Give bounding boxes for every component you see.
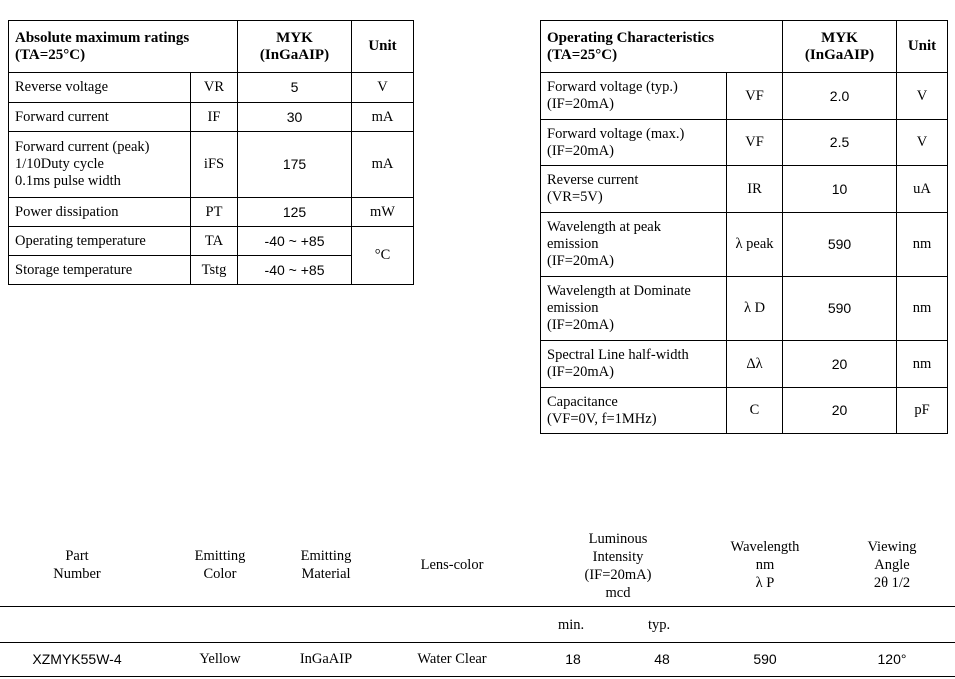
intensity-typ-cell: 48 xyxy=(654,651,670,667)
value: -40 ~ +85 xyxy=(238,227,352,256)
header-line: Lens-color xyxy=(420,557,484,573)
param-line: (IF=20mA) xyxy=(547,96,614,112)
symbol: iFS xyxy=(191,132,238,198)
table-row xyxy=(541,213,948,277)
value: -40 ~ +85 xyxy=(238,256,352,285)
lens-color-cell: Water Clear xyxy=(417,651,487,667)
symbol: TA xyxy=(191,227,238,256)
header-line: 2θ 1/2 xyxy=(873,575,911,591)
param-label: Reverse voltage xyxy=(9,73,191,103)
unit: nm xyxy=(897,277,948,341)
param-line: emission xyxy=(547,236,599,252)
header-line: Color xyxy=(203,566,237,582)
table-row xyxy=(9,198,414,227)
unit: uA xyxy=(897,166,948,213)
param-line: (VF=0V, f=1MHz) xyxy=(547,410,657,427)
symbol: IR xyxy=(727,166,783,213)
unit: nm xyxy=(897,213,948,277)
divider xyxy=(0,676,955,677)
symbol: λ peak xyxy=(727,213,783,277)
param-label xyxy=(541,277,727,341)
operating-characteristics-table xyxy=(540,20,948,434)
param-line: (IF=20mA) xyxy=(547,142,614,159)
param-line: (IF=20mA) xyxy=(547,364,614,380)
unit: V xyxy=(352,73,414,103)
param-line: Capacitance xyxy=(547,393,618,410)
param-line: (IF=20mA) xyxy=(547,253,614,269)
viewing-angle-cell: 120° xyxy=(877,651,907,667)
value: 175 xyxy=(238,132,352,198)
header-wavelength xyxy=(715,538,815,592)
value: 2.5 xyxy=(783,120,897,166)
table-row xyxy=(9,227,414,256)
op-product-header xyxy=(783,21,897,73)
param-label xyxy=(541,120,727,166)
symbol: C xyxy=(727,388,783,434)
param-line: Forward voltage (max.) xyxy=(547,125,685,142)
abs-product-line2: (InGaAIP) xyxy=(259,46,330,63)
table-row xyxy=(9,73,414,103)
abs-product-header xyxy=(238,21,352,73)
param-label: Storage temperature xyxy=(9,256,191,285)
unit: mW xyxy=(352,198,414,227)
sub-header-min: min. xyxy=(558,617,585,633)
op-product-line2: (InGaAIP) xyxy=(804,46,875,63)
value: 10 xyxy=(783,166,897,213)
header-lens-color xyxy=(402,556,502,574)
table-row xyxy=(541,341,948,388)
header-line: mcd xyxy=(605,585,631,601)
header-viewing-angle xyxy=(842,538,942,592)
param-line: emission xyxy=(547,300,599,316)
param-label xyxy=(541,166,727,213)
param-line: Wavelength at peak xyxy=(547,219,661,235)
wavelength-cell: 590 xyxy=(753,651,777,667)
header-line: Angle xyxy=(874,557,910,573)
unit: mA xyxy=(352,132,414,198)
abs-title-line2: (TA=25°C) xyxy=(15,46,86,63)
table-row xyxy=(9,103,414,132)
unit: nm xyxy=(897,341,948,388)
part-number-table xyxy=(0,525,955,679)
table-row xyxy=(541,120,948,166)
table-row xyxy=(541,73,948,120)
header-line: Wavelength xyxy=(730,539,800,555)
part-number-cell: XZMYK55W-4 xyxy=(32,651,122,667)
header-emitting-color xyxy=(180,547,260,583)
op-title-line1: Operating Characteristics xyxy=(547,29,715,46)
header-line: Material xyxy=(301,566,351,582)
header-line: nm xyxy=(755,557,775,573)
param-line: (IF=20mA) xyxy=(547,317,614,333)
value: 590 xyxy=(783,213,897,277)
op-title-line2: (TA=25°C) xyxy=(547,46,618,63)
op-title xyxy=(541,21,783,73)
param-line: 0.1ms pulse width xyxy=(15,173,121,189)
header-part-number xyxy=(37,547,117,583)
absolute-max-ratings-table xyxy=(8,20,414,285)
value: 2.0 xyxy=(783,73,897,120)
param-line: (VR=5V) xyxy=(547,189,603,205)
unit: pF xyxy=(897,388,948,434)
value: 590 xyxy=(783,277,897,341)
param-label: Power dissipation xyxy=(9,198,191,227)
param-label xyxy=(541,341,727,388)
table-row xyxy=(9,132,414,198)
op-product-line1: MYK xyxy=(821,29,858,46)
symbol: VR xyxy=(191,73,238,103)
param-label: Operating temperature xyxy=(9,227,191,256)
value: 20 xyxy=(783,388,897,434)
header-line: Luminous xyxy=(588,531,648,547)
symbol: IF xyxy=(191,103,238,132)
emitting-material-cell: InGaAIP xyxy=(299,651,353,667)
abs-title xyxy=(9,21,238,73)
divider xyxy=(0,642,955,643)
param-label: Forward current xyxy=(9,103,191,132)
value: 30 xyxy=(238,103,352,132)
param-label xyxy=(541,73,727,120)
param-label xyxy=(541,213,727,277)
value: 125 xyxy=(238,198,352,227)
header-line: Emitting xyxy=(300,548,352,564)
abs-product-line1: MYK xyxy=(276,29,313,46)
param-label xyxy=(541,388,727,434)
header-line: Viewing xyxy=(867,539,917,555)
value: 20 xyxy=(783,341,897,388)
table-row xyxy=(541,277,948,341)
unit: V xyxy=(897,73,948,120)
header-line: Number xyxy=(53,566,101,582)
divider xyxy=(0,606,955,607)
param-line: Spectral Line half-width xyxy=(547,347,689,363)
param-line: Forward voltage (typ.) xyxy=(547,79,678,95)
table-row xyxy=(541,388,948,434)
abs-unit-header: Unit xyxy=(352,21,414,73)
emitting-color-cell: Yellow xyxy=(199,651,241,667)
sub-header-typ: typ. xyxy=(648,617,671,633)
param-line: Forward current (peak) xyxy=(15,139,150,155)
unit: V xyxy=(897,120,948,166)
symbol: Tstg xyxy=(191,256,238,285)
header-line: (IF=20mA) xyxy=(584,567,652,583)
param-line: Wavelength at Dominate xyxy=(547,283,691,299)
symbol: VF xyxy=(727,73,783,120)
value: 5 xyxy=(238,73,352,103)
symbol: VF xyxy=(727,120,783,166)
param-label xyxy=(9,132,191,198)
header-luminous-intensity xyxy=(558,530,678,602)
intensity-min-cell: 18 xyxy=(565,651,581,667)
header-line: Emitting xyxy=(194,548,246,564)
table-row xyxy=(541,166,948,213)
symbol: PT xyxy=(191,198,238,227)
symbol: λ D xyxy=(727,277,783,341)
param-line: 1/10Duty cycle xyxy=(15,156,104,172)
header-line: λ P xyxy=(755,575,775,591)
header-line: Part xyxy=(65,548,89,564)
unit: °C xyxy=(352,227,414,285)
header-line: Intensity xyxy=(592,549,644,565)
unit: mA xyxy=(352,103,414,132)
symbol: Δλ xyxy=(727,341,783,388)
op-unit-header: Unit xyxy=(897,21,948,73)
header-emitting-material xyxy=(286,547,366,583)
param-line: Reverse current xyxy=(547,172,639,188)
abs-title-line1: Absolute maximum ratings xyxy=(15,29,190,46)
